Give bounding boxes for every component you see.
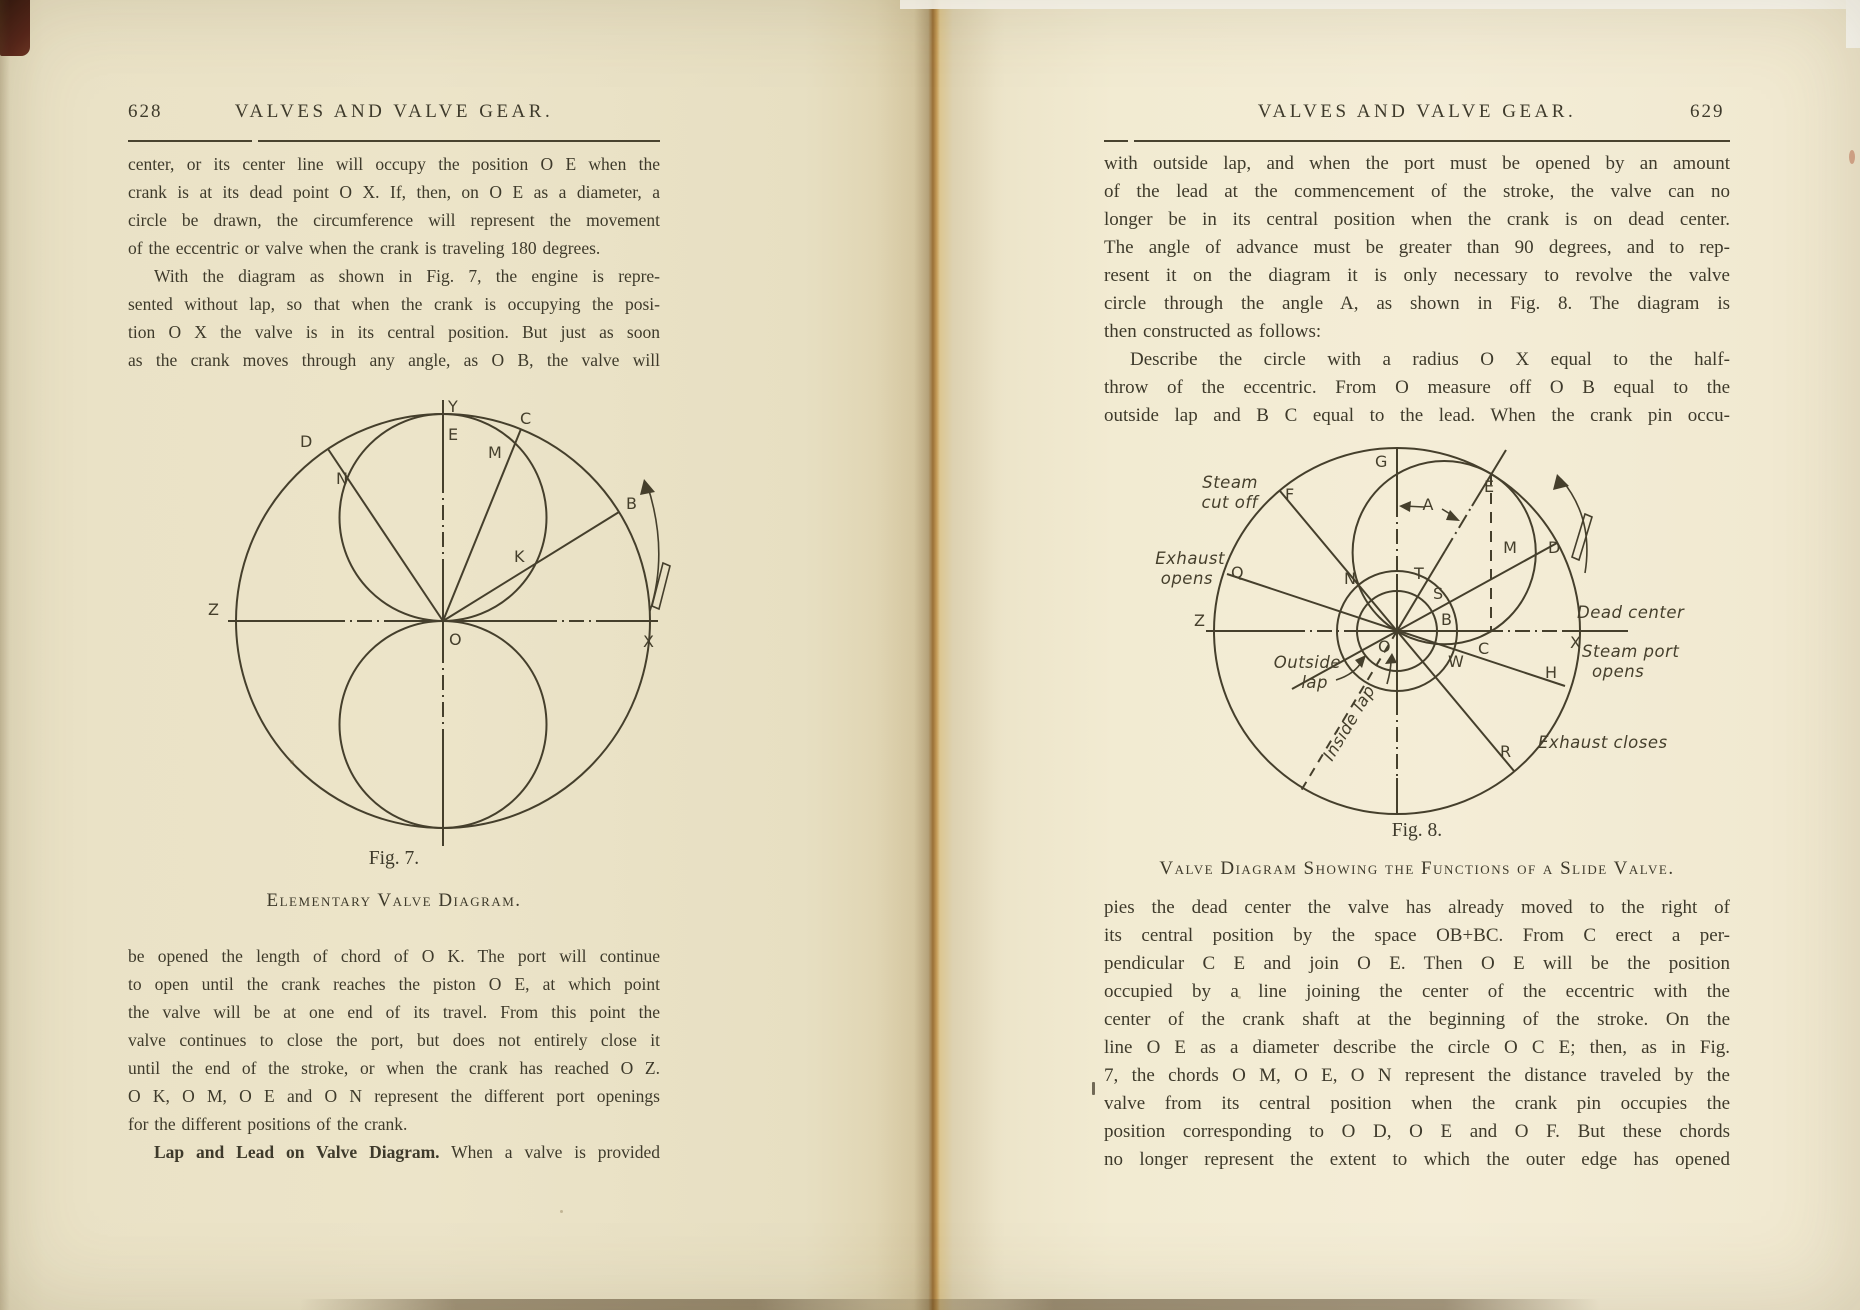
fig8-label-z: Z bbox=[1194, 611, 1205, 630]
ink-mark bbox=[1092, 1082, 1095, 1095]
running-title-left: VALVES AND VALVE GEAR. bbox=[234, 101, 554, 122]
text-line: resent it on the diagram it is only necessary to revolve the valve bbox=[1104, 265, 1730, 286]
page-number-right: 629 bbox=[1690, 101, 1725, 122]
text-line: be opened the length of chord of O K. The port will continue bbox=[128, 946, 660, 966]
fig8-anno-outside-lap-1: Outside bbox=[1273, 653, 1341, 672]
fig8-anno-steam-port-opens-2: opens bbox=[1592, 662, 1645, 681]
fig7-caption: Fig. 7. bbox=[368, 848, 420, 869]
text-line: position corresponding to O D, O E and O F. But these chords bbox=[1104, 1121, 1730, 1142]
text-line: line O E as a diameter describe the circle O C E; then, as in Fig. bbox=[1104, 1037, 1730, 1058]
fig8-axes bbox=[1206, 448, 1628, 815]
fig8-label-o: O bbox=[1378, 637, 1391, 656]
text-line: to open until the crank reaches the piston O E, at which point bbox=[128, 974, 660, 994]
text-line: of the eccentric or valve when the crank is traveling 180 degrees. bbox=[128, 238, 601, 258]
text-line: occupied by a line joining the center of the eccentric with the bbox=[1104, 981, 1730, 1002]
text-line: with outside lap, and when the port must be opened by an amount bbox=[1104, 153, 1730, 174]
fig7-label-d: D bbox=[300, 432, 313, 451]
paper-fleck bbox=[1849, 150, 1855, 164]
fig8-label-t: T bbox=[1414, 564, 1424, 583]
fig8-label-m: M bbox=[1503, 538, 1517, 557]
text-line: crank is at its dead point O X. If, then, on O E as a diameter, a bbox=[128, 182, 660, 202]
text-line: tion O X the valve is in its central position. But just as soon bbox=[128, 322, 660, 342]
fig8-label-b: B bbox=[1441, 610, 1452, 629]
text-line: valve from its central position when the crank pin occupies the bbox=[1104, 1093, 1730, 1114]
section-heading-line bbox=[128, 1138, 660, 1166]
fig8-label-g: G bbox=[1375, 452, 1388, 471]
fig7-subcaption: Elementary Valve Diagram. bbox=[266, 890, 522, 911]
text-line: pies the dead center the valve has already moved to the right of bbox=[1104, 897, 1730, 918]
text-line: center, or its center line will occupy the position O E when the bbox=[128, 154, 660, 174]
running-title-right: VALVES AND VALVE GEAR. bbox=[1257, 101, 1577, 122]
text-line: sented without lap, so that when the crank is occupying the posi- bbox=[128, 294, 660, 314]
text-line: 7, the chords O M, O E, O N represent the distance traveled by the bbox=[1104, 1065, 1730, 1086]
scan-edge-highlight-corner bbox=[1846, 0, 1860, 48]
fig7-label-k: K bbox=[514, 547, 525, 566]
fig7-label-y: Y bbox=[448, 397, 458, 416]
left-body-top bbox=[128, 150, 660, 374]
fig7-label-c: C bbox=[520, 409, 532, 428]
fig8-label-s: S bbox=[1433, 584, 1444, 603]
scan-edge-highlight-top bbox=[900, 0, 1860, 9]
text-line: then constructed as follows: bbox=[1104, 321, 1322, 342]
fig8-anno-steam-cut-off-2: cut off bbox=[1201, 493, 1258, 512]
text-line: The angle of advance must be greater than 90 degrees, and to rep- bbox=[1104, 237, 1730, 258]
fig8-anno-steam-cut-off-1: Steam bbox=[1202, 473, 1258, 492]
fig7-label-n: N bbox=[336, 469, 348, 488]
left-body-bottom bbox=[128, 942, 660, 1166]
fig8-label-c: C bbox=[1478, 639, 1490, 658]
text-line: as the crank moves through any angle, as O B, the valve will bbox=[128, 350, 660, 370]
scan-left-edge-shadow bbox=[0, 0, 10, 1310]
text-line: O K, O M, O E and O N represent the different port openings bbox=[128, 1086, 660, 1106]
fig7-point-labels bbox=[208, 397, 654, 651]
section-heading: Lap and Lead on Valve Diagram. bbox=[154, 1142, 440, 1162]
paper-speck bbox=[1238, 996, 1241, 999]
fig8-label-f: F bbox=[1285, 485, 1295, 504]
paper-speck bbox=[560, 1210, 563, 1213]
text-line: outside lap and B C equal to the lead. When the crank pin occu- bbox=[1104, 405, 1730, 426]
text-line: throw of the eccentric. From O measure off O B equal to the bbox=[1104, 377, 1730, 398]
text-line: for the different positions of the crank. bbox=[128, 1114, 408, 1134]
fig8-label-e: E bbox=[1484, 477, 1495, 496]
text-line: Describe the circle with a radius O X equal to the half- bbox=[1130, 349, 1730, 370]
text-line: With the diagram as shown in Fig. 7, the engine is repre- bbox=[154, 266, 660, 286]
text-line: circle through the angle A, as shown in Fig. 8. The diagram is bbox=[1104, 293, 1730, 314]
text-line: the valve will be at one end of its travel. From this point the bbox=[128, 1002, 660, 1022]
fig7-rotation-arrow bbox=[640, 479, 670, 611]
header-rule-left-b bbox=[258, 140, 660, 142]
text-line: longer be in its central position when the crank is on dead center. bbox=[1104, 209, 1730, 230]
header-rule-right-b bbox=[1134, 140, 1730, 142]
fig8-label-x: X bbox=[1570, 633, 1581, 652]
fig7-label-b: B bbox=[626, 494, 637, 513]
fig8-anno-steam-port-opens-1: Steam port bbox=[1582, 642, 1680, 661]
text-line: circle be drawn, the circumference will represent the movement bbox=[128, 210, 660, 230]
fig8-label-a: A bbox=[1422, 495, 1434, 514]
header-rule-right-a bbox=[1104, 140, 1128, 142]
fig8-anno-dead-center: Dead center bbox=[1577, 603, 1685, 622]
fig8-rotation-arrow bbox=[1553, 474, 1592, 573]
fig7-label-o: O bbox=[449, 630, 462, 649]
fig8-caption: Fig. 8. bbox=[1391, 820, 1443, 841]
fig8-label-w: W bbox=[1448, 652, 1464, 671]
fig7-label-e: E bbox=[448, 425, 459, 444]
text-line: of the lead at the commencement of the stroke, the valve can no bbox=[1104, 181, 1730, 202]
fig7-axes bbox=[228, 400, 658, 846]
text-line: valve continues to close the port, but does not entirely close it bbox=[128, 1030, 660, 1050]
fig8-anno-exhaust-opens-2: opens bbox=[1160, 569, 1213, 588]
fig8-subcaption: Valve Diagram Showing the Functions of a Slide Valve. bbox=[1159, 858, 1675, 879]
fig7-diagram bbox=[150, 385, 710, 855]
fig8-anno-inside-lap: Inside lap bbox=[1319, 681, 1379, 765]
fig8-label-r: R bbox=[1500, 742, 1512, 761]
fig8-anno-exhaust-closes: Exhaust closes bbox=[1538, 733, 1668, 752]
fig8-label-d: D bbox=[1548, 538, 1561, 557]
fig8-anno-exhaust-opens-1: Exhaust bbox=[1155, 549, 1225, 568]
fig7-label-x: X bbox=[643, 632, 654, 651]
fig8-anno-outside-lap-2: lap bbox=[1301, 673, 1328, 692]
right-body-top bbox=[1104, 150, 1730, 430]
right-body-bottom bbox=[1104, 894, 1730, 1174]
fig8-label-q: Q bbox=[1231, 563, 1244, 582]
text-line: no longer represent the extent to which the outer edge has opened bbox=[1104, 1149, 1730, 1170]
fig7-label-z: Z bbox=[208, 600, 219, 619]
fig7-label-m: M bbox=[488, 443, 502, 462]
fig8-label-h: H bbox=[1545, 663, 1558, 682]
page-number-left: 628 bbox=[128, 101, 163, 122]
paper-speck bbox=[290, 760, 294, 764]
text-line: until the end of the stroke, or when the crank has reached O Z. bbox=[128, 1058, 660, 1078]
text-line: its central position by the space OB+BC. From C erect a per- bbox=[1104, 925, 1730, 946]
fig8-label-n: N bbox=[1344, 569, 1356, 588]
fig8-diagram bbox=[985, 430, 1715, 830]
text-after-heading: When a valve is provided bbox=[451, 1142, 661, 1162]
header-rule-left-a bbox=[128, 140, 252, 142]
text-line: pendicular C E and join O E. Then O E will be the position bbox=[1104, 953, 1730, 974]
scan-bottom-edge-shadow bbox=[300, 1299, 1600, 1310]
text-line: center of the crank shaft at the beginning of the stroke. On the bbox=[1104, 1009, 1730, 1030]
